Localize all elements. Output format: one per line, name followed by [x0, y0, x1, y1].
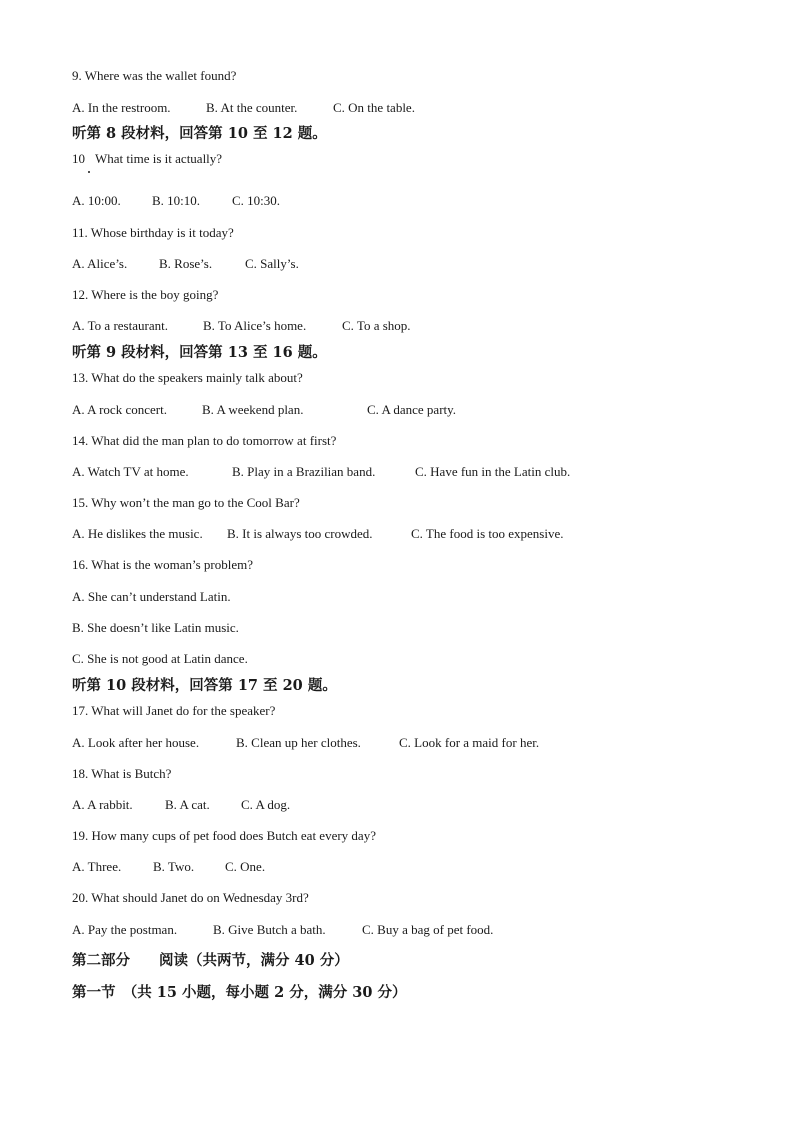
option-c: C. A dog.: [241, 797, 291, 812]
question-11-stem: 11. Whose birthday is it today?: [72, 225, 234, 240]
option-c: C. Look for a maid for her.: [399, 735, 540, 750]
option-c: C. The food is too expensive.: [411, 526, 564, 541]
option-a: A. In the restroom.: [72, 100, 171, 115]
section-9-heading: 听第 9 段材料，回答第 13 至 16 题。: [72, 344, 327, 361]
option-b: B. To Alice’s home.: [203, 318, 307, 333]
option-c: C. Sally’s.: [245, 256, 299, 271]
option-a: A. Alice’s.: [72, 256, 128, 271]
question-18-stem: 18. What is Butch?: [72, 766, 172, 781]
section-8-heading: 听第 8 段材料，回答第 10 至 12 题。: [72, 125, 327, 142]
option-c: C. 10:30.: [232, 193, 281, 208]
question-9-stem: 9. Where was the wallet found?: [72, 68, 237, 83]
question-10-options: [72, 193, 280, 209]
option-b: B. At the counter.: [206, 100, 298, 115]
question-11-options: [72, 256, 299, 272]
option-a: A. Pay the postman.: [72, 922, 178, 937]
question-17-stem: 17. What will Janet do for the speaker?: [72, 703, 276, 718]
option-b: B. 10:10.: [152, 193, 201, 208]
option-a: A. A rabbit.: [72, 797, 133, 812]
question-20-options: [72, 922, 493, 938]
question-12-stem: 12. Where is the boy going?: [72, 287, 219, 302]
option-b: B. Clean up her clothes.: [236, 735, 361, 750]
question-20-stem: 20. What should Janet do on Wednesday 3rd?: [72, 890, 309, 905]
question-17-options: [72, 735, 539, 751]
question-15-options: [72, 526, 564, 542]
question-10-stem: [72, 151, 222, 167]
option-a: A. 10:00.: [72, 193, 121, 208]
option-a: A. To a restaurant.: [72, 318, 168, 333]
question-15-stem: 15. Why won’t the man go to the Cool Bar?: [72, 495, 300, 510]
option-b: B. A cat.: [165, 797, 210, 812]
question-13-options: [72, 402, 456, 418]
option-b: B. Rose’s.: [159, 256, 213, 271]
option-a: A. A rock concert.: [72, 402, 167, 417]
option-b: B. A weekend plan.: [202, 402, 304, 417]
option-b: B. It is always too crowded.: [227, 526, 373, 541]
option-a: A. Three.: [72, 859, 122, 874]
option-a: A. Look after her house.: [72, 735, 200, 750]
option-c: C. Have fun in the Latin club.: [415, 464, 571, 479]
stray-dot: [88, 171, 90, 173]
question-16-option-a: A. She can’t understand Latin.: [72, 589, 231, 604]
option-c: C. On the table.: [333, 100, 415, 115]
option-c: C. To a shop.: [342, 318, 411, 333]
option-a: A. Watch TV at home.: [72, 464, 189, 479]
part-2-heading: 第二部分 阅读（共两节，满分 40 分）: [72, 952, 349, 969]
question-13-stem: 13. What do the speakers mainly talk about?: [72, 370, 303, 385]
option-b: B. Play in a Brazilian band.: [232, 464, 376, 479]
section-10-heading: 听第 10 段材料，回答第 17 至 20 题。: [72, 677, 337, 694]
question-16-option-c: C. She is not good at Latin dance.: [72, 651, 248, 666]
question-14-stem: 14. What did the man plan to do tomorrow at first?: [72, 433, 337, 448]
question-19-options: [72, 859, 265, 875]
question-12-options: [72, 318, 411, 334]
question-18-options: [72, 797, 290, 813]
question-19-stem: 19. How many cups of pet food does Butch eat every day?: [72, 828, 376, 843]
option-c: C. One.: [225, 859, 266, 874]
question-16-option-b: B. She doesn’t like Latin music.: [72, 620, 239, 635]
option-b: B. Give Butch a bath.: [213, 922, 326, 937]
option-a: A. He dislikes the music.: [72, 526, 203, 541]
question-10-text: What time is it actually?: [95, 151, 223, 166]
question-16-stem: 16. What is the woman’s problem?: [72, 557, 254, 572]
question-14-options: [72, 464, 570, 480]
option-b: B. Two.: [153, 859, 195, 874]
option-c: C. Buy a bag of pet food.: [362, 922, 494, 937]
question-9-options: [72, 100, 415, 116]
section-1-heading: 第一节 （共 15 小题，每小题 2 分，满分 30 分）: [72, 984, 407, 1001]
question-10-number: 10: [72, 151, 85, 166]
option-c: C. A dance party.: [367, 402, 457, 417]
